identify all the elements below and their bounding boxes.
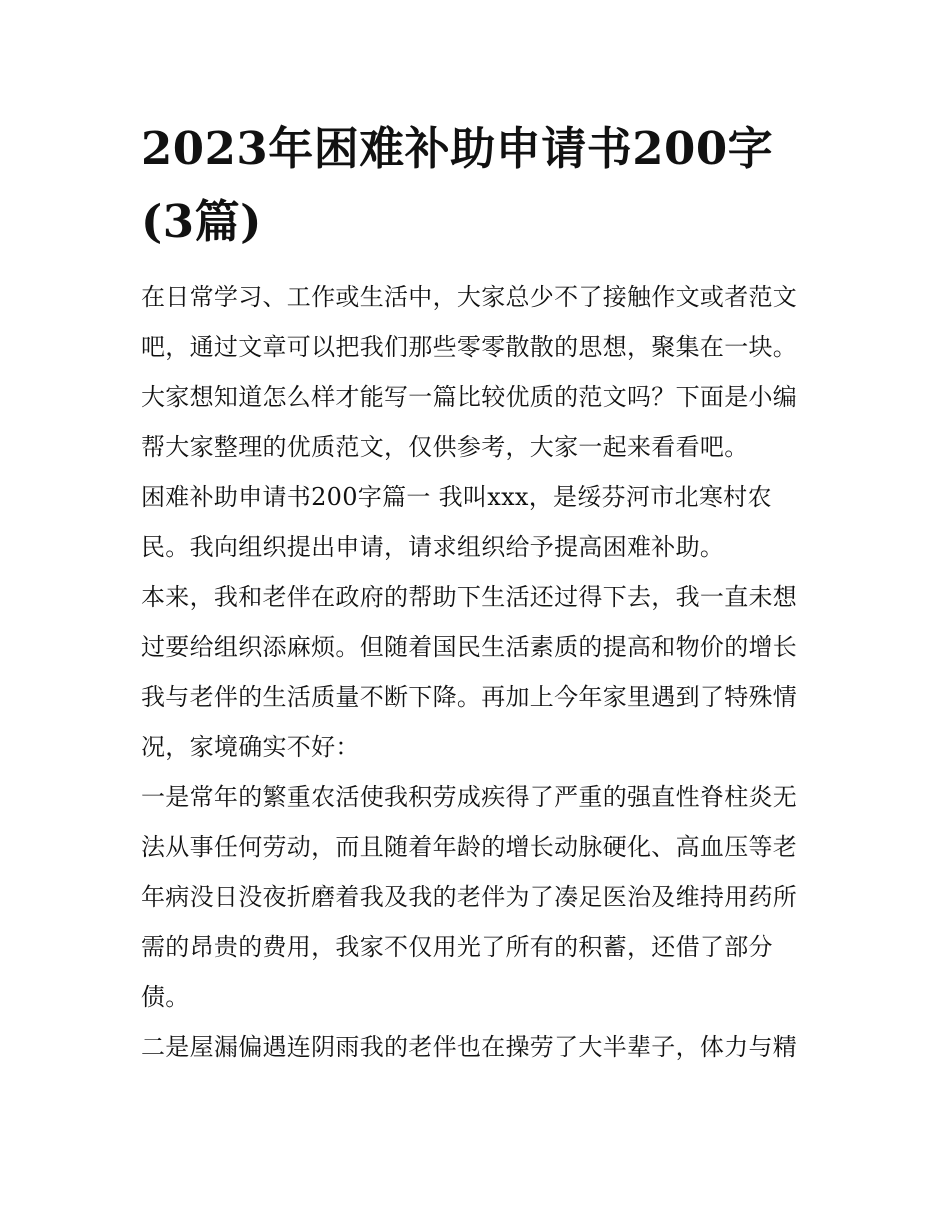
paragraph-applicant: 困难补助申请书200字篇一 我叫xxx，是绥芬河市北寒村农民。我向组织提出申请，请求组织给予提高困难补助。 (141, 483, 772, 561)
paragraph-reason-two: 二是屋漏偏遇连阴雨我的老伴也在操劳了大半辈子，体力与精 (141, 1033, 798, 1061)
paragraph-reason-one: 一是常年的繁重农活使我积劳成疾得了严重的强直性脊柱炎无法从事任何劳动，而且随着年龄的增长动脉硬化、高血压等老年病没日没夜折磨着我及我的老伴为了凑足医治及维持用药所需的昂贵的费用，我家不仅用光了所有的积蓄，还借了部分债。 (141, 783, 798, 1011)
document-page (141, 112, 813, 1072)
paragraph-background: 本来，我和老伴在政府的帮助下生活还过得下去，我一直未想过要给组织添麻烦。但随着国民生活素质的提高和物价的增长我与老伴的生活质量不断下降。再加上今年家里遇到了特殊情况，家境确实不好： (141, 583, 798, 761)
document-title: 2023年困难补助申请书200字(3篇) (141, 122, 774, 248)
paragraph-intro: 在日常学习、工作或生活中，大家总少不了接触作文或者范文吧，通过文章可以把我们那些零零散散的思想，聚集在一块。大家想知道怎么样才能写一篇比较优质的范文吗？下面是小编帮大家整理的优质范文，仅供参考，大家一起来看看吧。 (141, 283, 798, 461)
